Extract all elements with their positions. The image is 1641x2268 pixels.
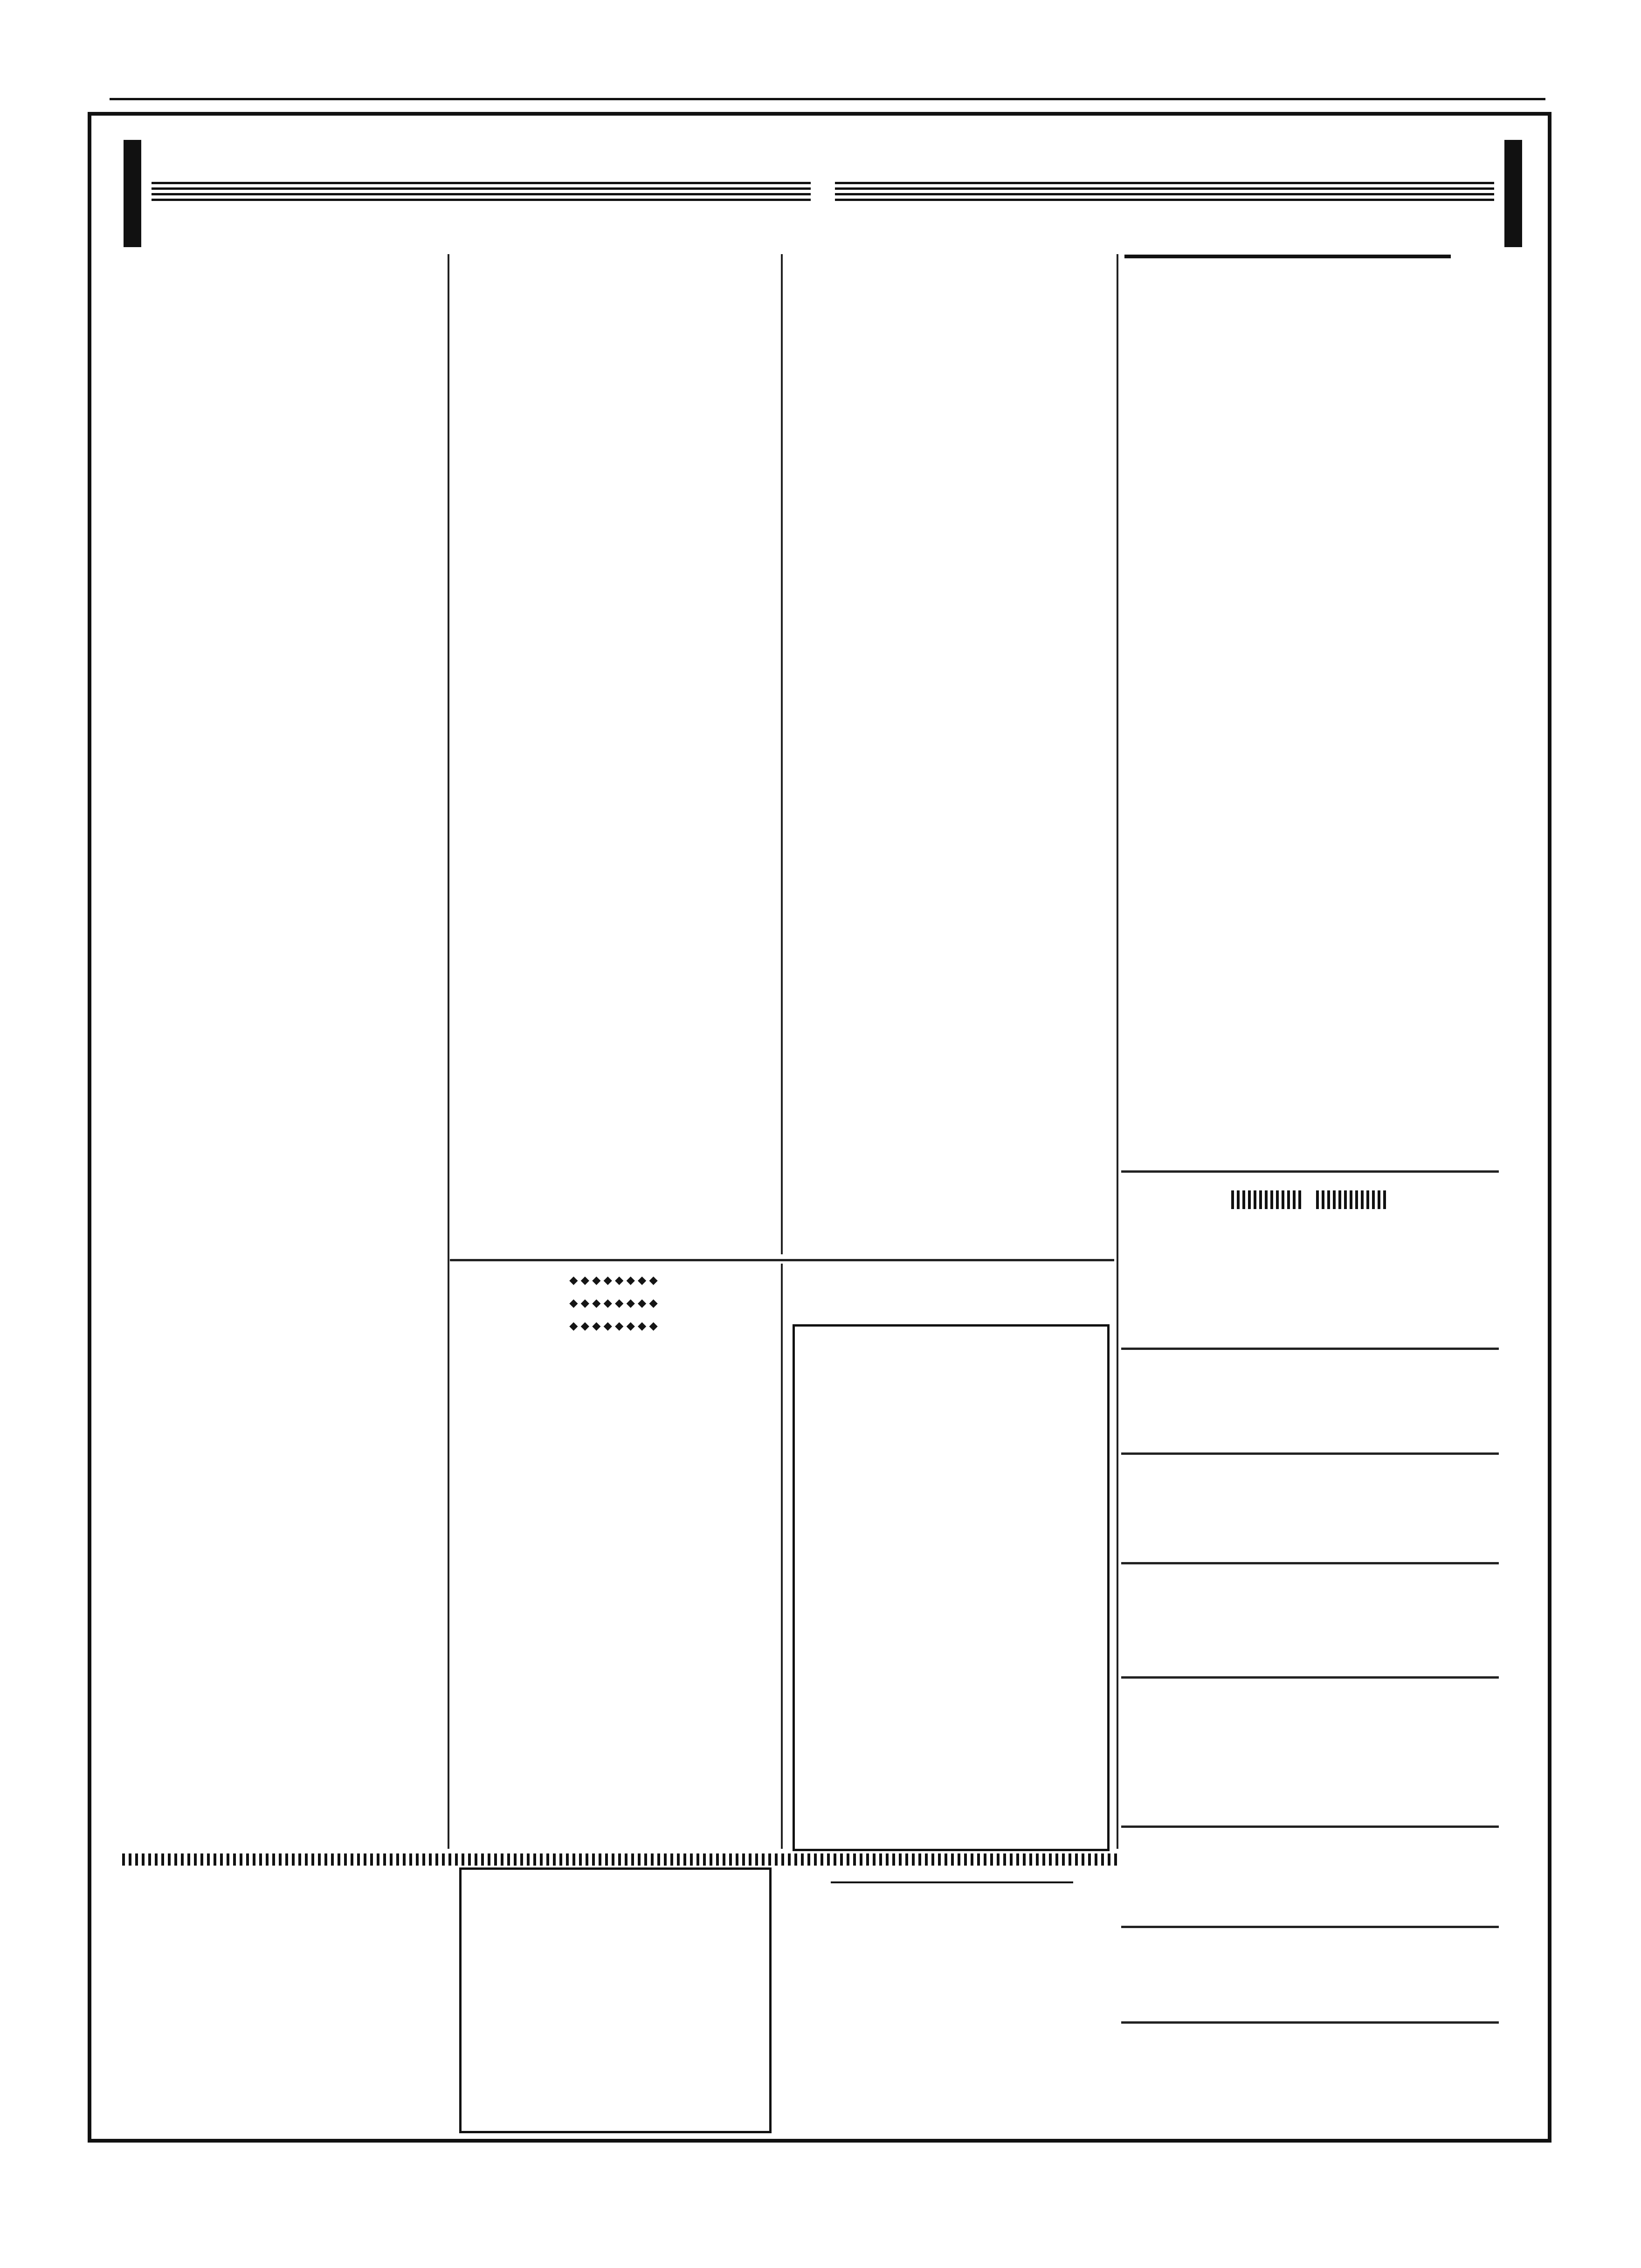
divider-ornament: ◆◆◆◆◆◆◆◆	[569, 1274, 661, 1286]
listing-odeon	[1124, 1679, 1493, 1749]
masthead-rule	[110, 98, 1545, 100]
divider-ornament: ◆◆◆◆◆◆◆◆	[569, 1297, 661, 1309]
column-1	[122, 252, 441, 1851]
listing-condes	[1124, 1455, 1493, 1562]
notices-column	[455, 1267, 774, 1850]
section-title	[811, 142, 835, 245]
column-4	[1124, 252, 1451, 1166]
ad-trindade	[459, 1867, 772, 2133]
heading-actualidades	[1124, 255, 1451, 258]
ad-teatro-nacional	[793, 1324, 1110, 1851]
programas-header	[1124, 1184, 1493, 1226]
section-rule	[1121, 1170, 1499, 1173]
header-ornament	[1316, 1190, 1386, 1209]
masthead	[112, 45, 1538, 96]
listing-capitolio	[1124, 1830, 1493, 1923]
column-3	[789, 252, 1110, 1254]
dotted-rule	[122, 1853, 1120, 1866]
listing-sluiz	[1124, 1231, 1493, 1348]
ad-avenida	[122, 1867, 444, 2133]
column-rule	[781, 1264, 783, 1849]
listing-central	[1124, 1350, 1493, 1452]
ad-cal-hidraulica	[789, 1271, 1113, 1317]
column-2	[455, 252, 774, 1254]
section-banner	[124, 140, 1522, 247]
divider-ornament: ◆◆◆◆◆◆◆◆	[569, 1320, 661, 1332]
header-ornament	[1231, 1190, 1301, 1209]
column-rule	[781, 254, 783, 1254]
variedades-name	[831, 1877, 1073, 1883]
ad-variedades	[789, 1867, 1115, 2133]
listing-palacio	[1124, 1751, 1493, 1821]
listing-olympia	[1124, 1564, 1493, 1676]
column-rule	[1117, 254, 1118, 1849]
section-rule	[1121, 1825, 1499, 1828]
column-rule	[448, 254, 449, 1849]
listing-terrasse	[1124, 2024, 1493, 2080]
listing-paris	[1124, 1928, 1493, 2021]
section-rule	[450, 1259, 1114, 1261]
